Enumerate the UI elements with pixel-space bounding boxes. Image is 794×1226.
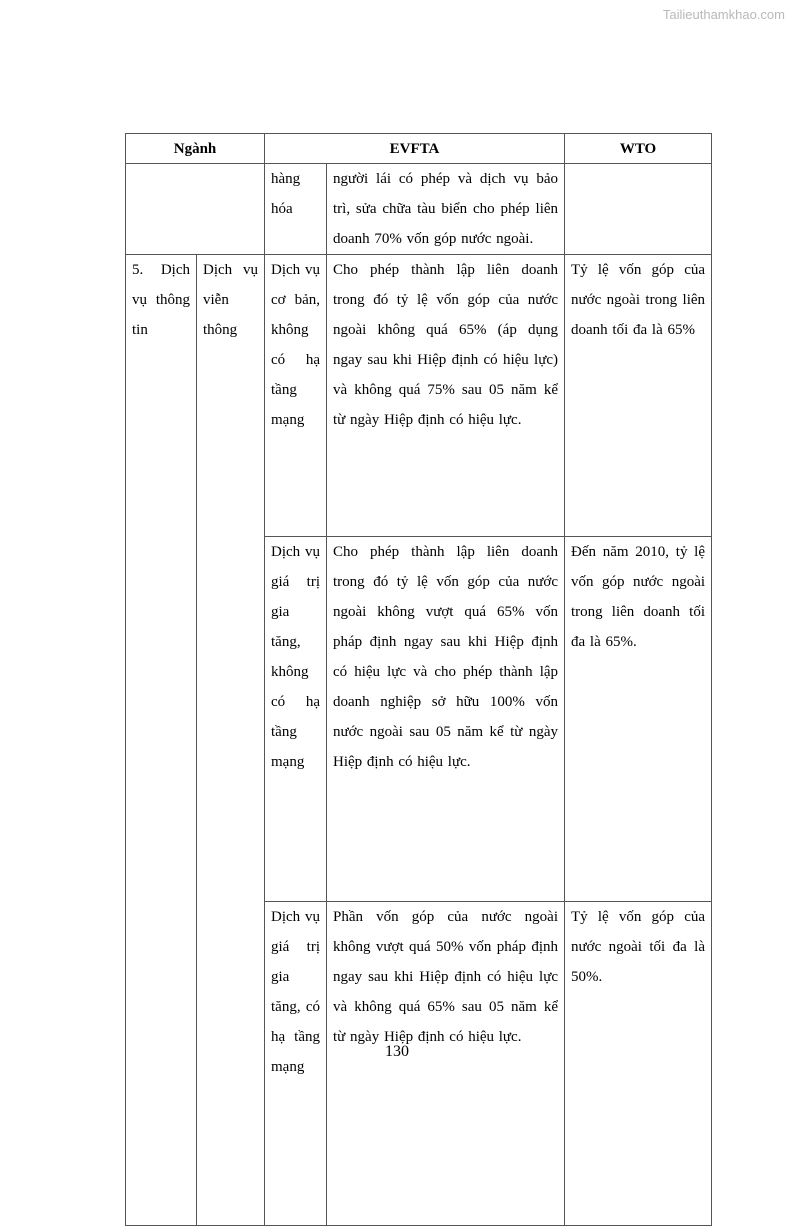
header-nganh: Ngành	[126, 134, 265, 164]
continuation-nganh-cell	[126, 164, 265, 255]
row2-evfta-cell: Cho phép thành lập liên doanh trong đó tỷ lệ vốn góp của nước ngoài không vượt quá 65% vốn pháp định ngay sau khi Hiệp định có hiệu lực và cho phép thành lập doanh nghiệp sở hữu 100% vốn nước ngoài sau 05 năm kể từ ngày Hiệp định có hiệu lực.	[327, 536, 565, 901]
header-evfta: EVFTA	[265, 134, 565, 164]
row1-evfta-cell: Cho phép thành lập liên doanh trong đó tỷ lệ vốn góp của nước ngoài không quá 65% (áp dụng ngay sau khi Hiệp định có hiệu lực) và không quá 75% sau 05 năm kể từ ngày Hiệp định có hiệu lực.	[327, 255, 565, 537]
continuation-evfta-cell: người lái có phép và dịch vụ bảo trì, sửa chữa tàu biển cho phép liên doanh 70% vốn góp nước ngoài.	[327, 164, 565, 255]
table-header-row	[126, 134, 712, 164]
row2-wto-cell: Đến năm 2010, tỷ lệ vốn góp nước ngoài trong liên doanh tối đa là 65%.	[565, 536, 712, 901]
continuation-wto-cell	[565, 164, 712, 255]
row2-loai-cell: Dịch vụ giá trị gia tăng, không có hạ tầng mạng	[265, 536, 327, 901]
section-subnganh-cell: Dịch vụ viễn thông	[197, 255, 265, 1226]
table-row	[126, 164, 712, 255]
row3-evfta-cell: Phần vốn góp của nước ngoài không vượt quá 50% vốn pháp định ngay sau khi Hiệp định có hiệu lực và không quá 65% sau 05 năm kể từ ngày Hiệp định có hiệu lực.	[327, 902, 565, 1226]
header-wto: WTO	[565, 134, 712, 164]
table-row	[126, 255, 712, 537]
section-nganh-cell: 5. Dịch vụ thông tin	[126, 255, 197, 1226]
watermark: Tailieuthamkhao.com	[662, 7, 785, 22]
page-number: 130	[385, 1043, 409, 1060]
continuation-loai-cell: hàng hóa	[265, 164, 327, 255]
row3-loai-cell: Dịch vụ giá trị gia tăng, có hạ tầng mạng	[265, 902, 327, 1226]
row1-loai-cell: Dịch vụ cơ bản, không có hạ tầng mạng	[265, 255, 327, 537]
row3-wto-cell: Tỷ lệ vốn góp của nước ngoài tối đa là 50%.	[565, 902, 712, 1226]
row1-wto-cell: Tỷ lệ vốn góp của nước ngoài trong liên doanh tối đa là 65%	[565, 255, 712, 537]
comparison-table	[125, 133, 712, 1226]
